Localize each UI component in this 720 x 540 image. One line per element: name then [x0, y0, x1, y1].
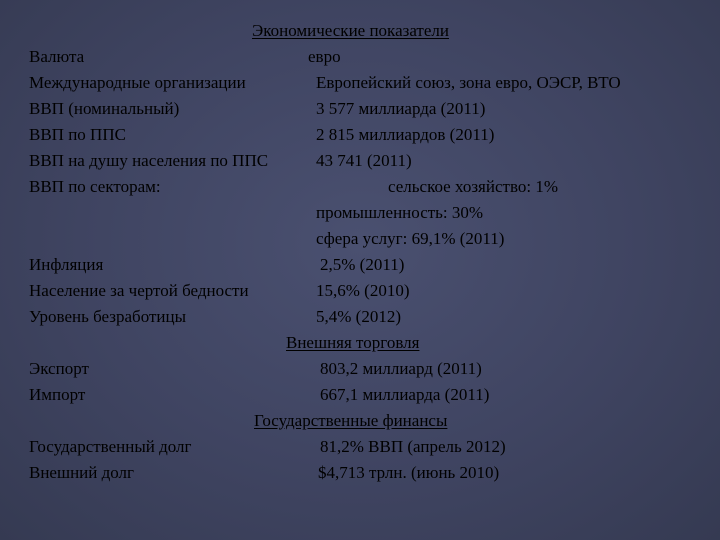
- label-gdp-sectors: ВВП по секторам:: [29, 177, 161, 196]
- value-unemployment: 5,4% (2012): [316, 307, 401, 326]
- value-gdp-per-capita: 43 741 (2011): [316, 151, 412, 170]
- label-gdp-per-capita: ВВП на душу населения по ППС: [29, 151, 269, 170]
- value-gdp-ppp: 2 815 миллиардов (2011): [316, 125, 495, 144]
- section-heading-finance: Государственные финансы: [254, 411, 448, 430]
- value-external-debt: $4,713 трлн. (июнь 2010): [318, 463, 500, 482]
- label-public-debt: Государственный долг: [29, 437, 192, 456]
- label-export: Экспорт: [29, 359, 89, 378]
- label-import: Импорт: [29, 385, 86, 404]
- label-currency: Валюта: [29, 47, 85, 66]
- label-poverty: Население за чертой бедности: [29, 281, 249, 300]
- value-international-orgs: Европейский союз, зона евро, ОЭСР, ВТО: [316, 73, 621, 92]
- value-public-debt: 81,2% ВВП (апрель 2012): [320, 437, 506, 456]
- value-gdp-nominal: 3 577 миллиарда (2011): [316, 99, 486, 118]
- value-inflation: 2,5% (2011): [320, 255, 405, 274]
- value-sector-agriculture: сельское хозяйство: 1%: [388, 177, 558, 196]
- page-title: Экономические показатели: [252, 21, 449, 40]
- label-unemployment: Уровень безработицы: [29, 307, 187, 326]
- value-export: 803,2 миллиард (2011): [320, 359, 482, 378]
- label-gdp-nominal: ВВП (номинальный): [29, 99, 180, 118]
- value-poverty: 15,6% (2010): [316, 281, 410, 300]
- label-gdp-ppp: ВВП по ППС: [29, 125, 126, 144]
- label-inflation: Инфляция: [29, 255, 104, 274]
- label-international-orgs: Международные организации: [29, 73, 246, 92]
- value-sector-industry: промышленность: 30%: [316, 203, 484, 222]
- label-external-debt: Внешний долг: [29, 463, 134, 482]
- value-import: 667,1 миллиарда (2011): [320, 385, 490, 404]
- value-currency: евро: [308, 47, 341, 66]
- value-sector-services: сфера услуг: 69,1% (2011): [316, 229, 505, 248]
- section-heading-trade: Внешняя торговля: [286, 333, 420, 352]
